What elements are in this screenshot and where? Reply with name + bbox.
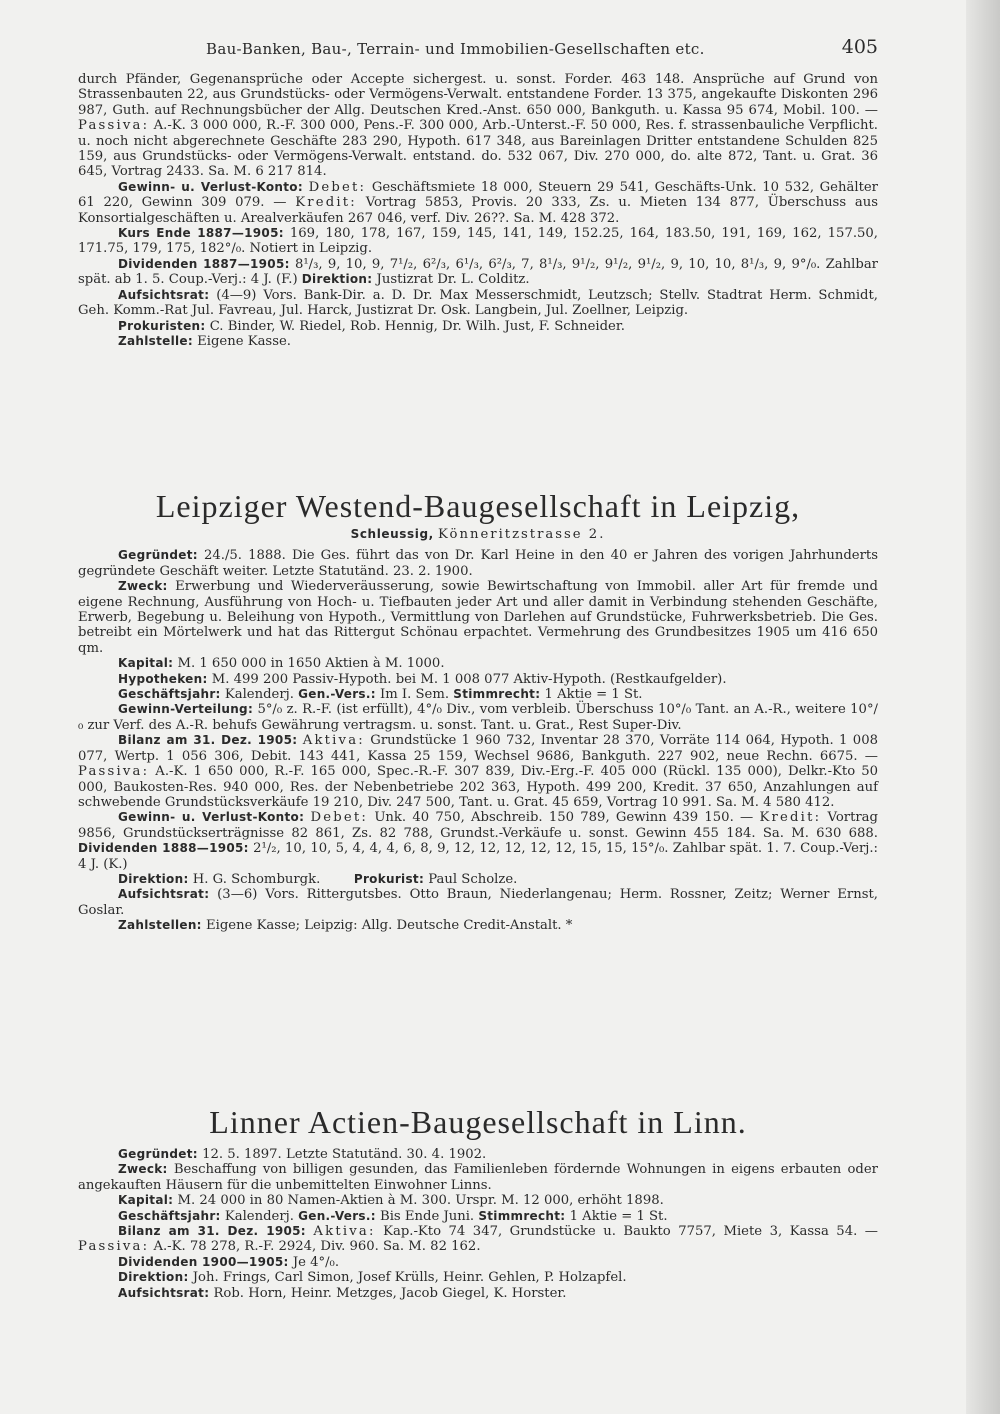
direktion-text: H. G. Schomburgk. xyxy=(192,871,321,887)
guv-label: Gewinn- u. Verlust-Konto: xyxy=(118,810,305,825)
zweck-paragraph xyxy=(78,579,878,656)
genvers-text: Im I. Sem. xyxy=(380,687,450,703)
kurs-paragraph xyxy=(78,226,878,257)
zahlstelle-label: Zahlstelle: xyxy=(118,333,193,348)
page-number: 405 xyxy=(841,36,878,58)
geschaeftsjahr-label: Geschäftsjahr: xyxy=(118,1208,221,1223)
page-content xyxy=(78,36,878,1301)
gegruendet-paragraph xyxy=(78,548,878,579)
debet-label: Debet: xyxy=(308,179,367,195)
zweck-text: Beschaffung von billigen gesunden, das Familienleben fördernde Wohnungen in eigens erbauten oder angekauften Häusern für die unbemittelten Einwohner Linns. xyxy=(78,1162,878,1193)
aufsichtsrat-text: (3—6) Vors. Rittergutsbes. Otto Braun, Niederlangenau; Herm. Rossner, Zeitz; Werner Ernst, Goslar. xyxy=(78,887,878,918)
aufsichtsrat-text: (4—9) Vors. Bank-Dir. a. D. Dr. Max Messerschmidt, Leutzsch; Stellv. Stadtrat Herm. Schmidt, Geh. Komm.-Rat Jul. Favreau, Jul. Harck, Justizrat Dr. Osk. Langbein, Jul. Zoellner, Leipzig. xyxy=(78,287,878,319)
aufsichtsrat-label: Aufsichtsrat: xyxy=(118,287,210,302)
aufsichtsrat-text: Rob. Horn, Heinr. Metzges, Jacob Giegel, K. Horster. xyxy=(213,1285,567,1301)
aufsichtsrat-paragraph xyxy=(78,887,878,918)
zahlstellen-text: Eigene Kasse; Leipzig: Allg. Deutsche Credit-Anstalt. * xyxy=(205,918,573,934)
guv-paragraph xyxy=(78,810,878,872)
gewinnverteilung-label: Gewinn-Verteilung: xyxy=(118,702,254,717)
gegruendet-text: 24./5. 1888. Die Ges. führt das von Dr. Karl Heine in den 40 er Jahren des vorigen Jahrhunderts gegründete Geschäft weiter. Letzte Statutänd. 23. 2. 1900. xyxy=(78,548,878,579)
westend-entry xyxy=(78,487,878,934)
continued-entry xyxy=(78,72,878,349)
gegruendet-paragraph xyxy=(78,1147,878,1162)
direktion-label: Direktion: xyxy=(301,272,373,287)
passiva-label: Passiva: xyxy=(78,1239,150,1255)
dividend-paragraph xyxy=(78,257,878,288)
kredit-label: Kredit: xyxy=(295,195,357,211)
running-header xyxy=(78,36,878,72)
aufsichtsrat-paragraph xyxy=(78,288,878,319)
stimmrecht-label: Stimmrecht: xyxy=(478,1208,566,1223)
gewinnverteilung-paragraph xyxy=(78,702,878,733)
zweck-paragraph xyxy=(78,1162,878,1193)
debet-label: Debet: xyxy=(310,810,369,826)
dividend-label: Dividenden 1900—1905: xyxy=(118,1254,289,1269)
geschaeftsjahr-label: Geschäftsjahr: xyxy=(118,687,221,702)
stimmrecht-text: 1 Aktie = 1 St. xyxy=(569,1208,668,1224)
passiva-text: A.-K. 78 278, R.-F. 2924, Div. 960. Sa. M. 82 162. xyxy=(153,1239,481,1255)
bilanz-label: Bilanz am 31. Dez. 1905: xyxy=(118,1224,306,1239)
bilanz-paragraph xyxy=(78,1224,878,1255)
stimmrecht-text: 1 Aktie = 1 St. xyxy=(544,687,643,703)
stimmrecht-label: Stimmrecht: xyxy=(453,687,541,702)
company-address xyxy=(78,527,878,542)
dividend-text: Je 4°/₀. xyxy=(292,1254,340,1270)
zweck-label: Zweck: xyxy=(118,579,168,594)
hypotheken-paragraph xyxy=(78,672,878,687)
aktiva-text: Kap.-Kto 74 347, Grundstücke u. Baukto 7757, Miete 3, Kassa 54. — xyxy=(383,1224,878,1240)
guv-label: Gewinn- u. Verlust-Konto: xyxy=(118,179,303,194)
direktion-text: Justizrat Dr. L. Colditz. xyxy=(376,272,530,288)
gewinnverteilung-text: 5°/₀ z. R.-F. (ist erfüllt), 4°/₀ Div., vom verbleib. Überschuss 10°/₀ Tant. an A.-R., weitere 10°/₀ zur Verf. des A.-R. behufs Gewährung vertragsm. u. sonst. Tant. u. Grat., Rest Super-Div. xyxy=(78,702,878,733)
kurs-text: 169, 180, 178, 167, 159, 145, 141, 149, 152.25, 164, 183.50, 191, 169, 162, 157.50, 171.75, 179, 175, 182°/₀. Notiert in Leipzig. xyxy=(78,226,878,257)
prokuristen-label: Prokuristen: xyxy=(118,318,206,333)
zahlstelle-paragraph xyxy=(78,334,878,349)
kapital-paragraph xyxy=(78,1193,878,1208)
gegruendet-label: Gegründet: xyxy=(118,548,198,563)
passiva-text: A.-K. 1 650 000, R.-F. 165 000, Spec.-R.-F. 307 839, Div.-Erg.-F. 405 000 (Rückl. 135 000), Delkr.-Kto 50 000, Baukosten-Res. 940 000, Res. der Nebenbetriebe 202 363, Hypoth. 499 200, Kredit. 37 650, Anzahlungen auf schwebende Grundstücksverkäufe 19 210, Div. 247 500, Tant. u. Grat. 45 659, Vortrag 10 991. Sa. M. 4 580 412. xyxy=(78,764,878,810)
passiva-text: A.-K. 3 000 000, R.-F. 300 000, Pens.-F. 300 000, Arb.-Unterst.-F. 50 000, Res. f. strassenbauliche Verpflicht. u. noch nicht abgerechnete Geschäfte 283 290, Hypoth. 617 348, aus Bareinlagen Dritter entstandene Schulden 825 159, aus Grundstücks- oder Vermögens-Verwalt. entstand. do. 532 067, Div. 270 000, do. alte 872, Tant. u. Grat. 36 645, Vortrag 2433. Sa. M. 6 217 814. xyxy=(78,118,878,180)
dividend-label: Dividenden 1887—1905: xyxy=(118,256,290,271)
kapital-text: M. 24 000 in 80 Namen-Aktien à M. 300. Urspr. M. 12 000, erhöht 1898. xyxy=(177,1193,664,1209)
page-edge-shadow xyxy=(966,0,1000,1414)
zahlstelle-text: Eigene Kasse. xyxy=(197,333,291,349)
prokuristen-text: C. Binder, W. Riedel, Rob. Hennig, Dr. Wilh. Just, F. Schneider. xyxy=(209,318,625,334)
dividend-label: Dividenden 1888—1905: xyxy=(78,841,249,856)
running-header-title: Bau-Banken, Bau-, Terrain- und Immobilien-Gesellschaften etc. xyxy=(206,40,705,58)
direktion-label: Direktion: xyxy=(118,871,189,886)
kapital-text: M. 1 650 000 in 1650 Aktien à M. 1000. xyxy=(177,656,445,672)
kapital-label: Kapital: xyxy=(118,1193,174,1208)
zweck-label: Zweck: xyxy=(118,1162,168,1177)
guv-kredit-text: Vortrag 5853, Provis. 20 333, Zs. u. Mieten 134 877, Überschuss aus Konsortialgeschäften u. Arealverkäufen 267 046, verf. Div. 26??. Sa. M. 428 372. xyxy=(78,195,878,226)
dividend-paragraph xyxy=(78,1255,878,1270)
balance-text: durch Pfänder, Gegenansprüche oder Accepte sichergest. u. sonst. Forder. 463 148. Ansprüche auf Grund von Strassenbauten 22, aus Grundstücks- oder Vermögens-Verwalt. entstandene Forder. 13 375, angekaufte Diskonten 296 987, Guth. auf Rechnungsbücher der Allg. Deutschen Kred.-Anst. 650 000, Bankguth. u. Kassa 95 674, Mobil. 100. — xyxy=(78,72,878,118)
genvers-label: Gen.-Vers.: xyxy=(298,687,376,702)
company-title-linn: Linner Actien-Baugesellschaft in Linn. xyxy=(209,1104,747,1140)
kredit-label: Kredit: xyxy=(759,810,822,826)
address-district: Schleussig, xyxy=(350,527,434,541)
geschaeftsjahr-text: Kalenderj. xyxy=(224,687,294,703)
prokuristen-paragraph xyxy=(78,319,878,334)
passiva-label: Passiva: xyxy=(78,118,150,134)
dividend-text: 8¹/₃, 9, 10, 9, 7¹/₂, 6²/₃, 6¹/₃, 6²/₃, 7, 8¹/₃, 9¹/₂, 9¹/₂, 9¹/₂, 9, 10, 10, 8¹/₃, 9, 9°/₀. Zahlbar spät. ab 1. 5. Coup.-Verj.: 4 J. (F.) xyxy=(78,256,878,288)
kapital-label: Kapital: xyxy=(118,656,174,671)
hypotheken-label: Hypotheken: xyxy=(118,671,208,686)
bilanz-label: Bilanz am 31. Dez. 1905: xyxy=(118,733,298,748)
hypotheken-text: M. 499 200 Passiv-Hypoth. bei M. 1 008 077 Aktiv-Hypoth. (Restkaufgelder). xyxy=(211,671,727,687)
guv-paragraph xyxy=(78,180,878,226)
aktiva-label: Aktiva: xyxy=(313,1224,376,1240)
direktion-label: Direktion: xyxy=(118,1270,189,1285)
direktion-paragraph xyxy=(78,1270,878,1285)
prokurist-text: Paul Scholze. xyxy=(428,871,518,887)
linn-entry xyxy=(78,1103,878,1301)
aufsichtsrat-paragraph xyxy=(78,1286,878,1301)
kapital-paragraph xyxy=(78,656,878,671)
aufsichtsrat-label: Aufsichtsrat: xyxy=(118,1285,210,1300)
genvers-text: Bis Ende Juni. xyxy=(380,1208,475,1224)
zahlstellen-paragraph xyxy=(78,918,878,933)
aufsichtsrat-label: Aufsichtsrat: xyxy=(118,887,210,902)
guv-debet-text: Geschäftsmiete 18 000, Steuern 29 541, Geschäfts-Unk. 10 532, Gehälter 61 220, Gewinn 309 079. — xyxy=(78,179,878,211)
guv-debet-text: Unk. 40 750, Abschreib. 150 789, Gewinn 439 150. — xyxy=(374,810,754,826)
guv-kredit-text: Vortrag 9856, Grundstückserträgnisse 82 861, Zs. 82 788, Grundst.-Verkäufe u. sonst. Gewinn 455 184. Sa. M. 630 688. xyxy=(78,810,878,841)
kurs-label: Kurs Ende 1887—1905: xyxy=(118,226,284,241)
prokurist-label: Prokurist: xyxy=(353,871,425,886)
aktiva-label: Aktiva: xyxy=(302,733,365,749)
genvers-label: Gen.-Vers.: xyxy=(298,1208,376,1223)
direktion-text: Joh. Frings, Carl Simon, Josef Krülls, Heinr. Gehlen, P. Holzapfel. xyxy=(192,1270,627,1286)
balance-continuation xyxy=(78,72,878,180)
geschaeftsjahr-text: Kalenderj. xyxy=(224,1208,294,1224)
passiva-label: Passiva: xyxy=(78,764,150,780)
direktion-paragraph xyxy=(78,872,878,887)
gegruendet-text: 12. 5. 1897. Letzte Statutänd. 30. 4. 1902. xyxy=(202,1147,487,1162)
bilanz-paragraph xyxy=(78,733,878,810)
zahlstellen-label: Zahlstellen: xyxy=(118,918,202,933)
address-street: Könneritzstrasse 2. xyxy=(438,527,606,542)
geschaeftsjahr-paragraph xyxy=(78,1209,878,1224)
geschaeftsjahr-paragraph xyxy=(78,687,878,702)
gegruendet-label: Gegründet: xyxy=(118,1147,198,1161)
aktiva-text: Grundstücke 1 960 732, Inventar 28 370, Vorräte 114 064, Hypoth. 1 008 077, Wertp. 1 056 306, Debit. 143 441, Kassa 25 159, Wechsel 9686, Bankguth. 227 902, neue Rechn. 6675. — xyxy=(78,733,878,764)
dividend-text: 2¹/₂, 10, 10, 5, 4, 4, 4, 6, 8, 9, 12, 12, 12, 12, 12, 15, 15, 15°/₀. Zahlbar spät. 1. 7. Coup.-Verj.: 4 J. (K.) xyxy=(78,841,878,872)
company-title-westend: Leipziger Westend-Baugesellschaft in Leipzig, xyxy=(155,488,801,524)
zweck-text: Erwerbung und Wiederveräusserung, sowie Bewirtschaftung von Immobil. aller Art für fremde und eigene Rechnung, Ausführung von Hoch- u. Tiefbauten jeder Art und aller damit in Verbindung stehenden Geschäfte, Erwerb, Begebung u. Beleihung von Hypoth., Vermittlung von Darlehen auf Grundstücke, Fuhrwerksbetrieb. Die Ges. betreibt ein Mörtelwerk und hat das Rittergut Schönau erpachtet. Vermehrung des Grundbesitzes 1905 um 416 650 qm. xyxy=(78,579,878,656)
